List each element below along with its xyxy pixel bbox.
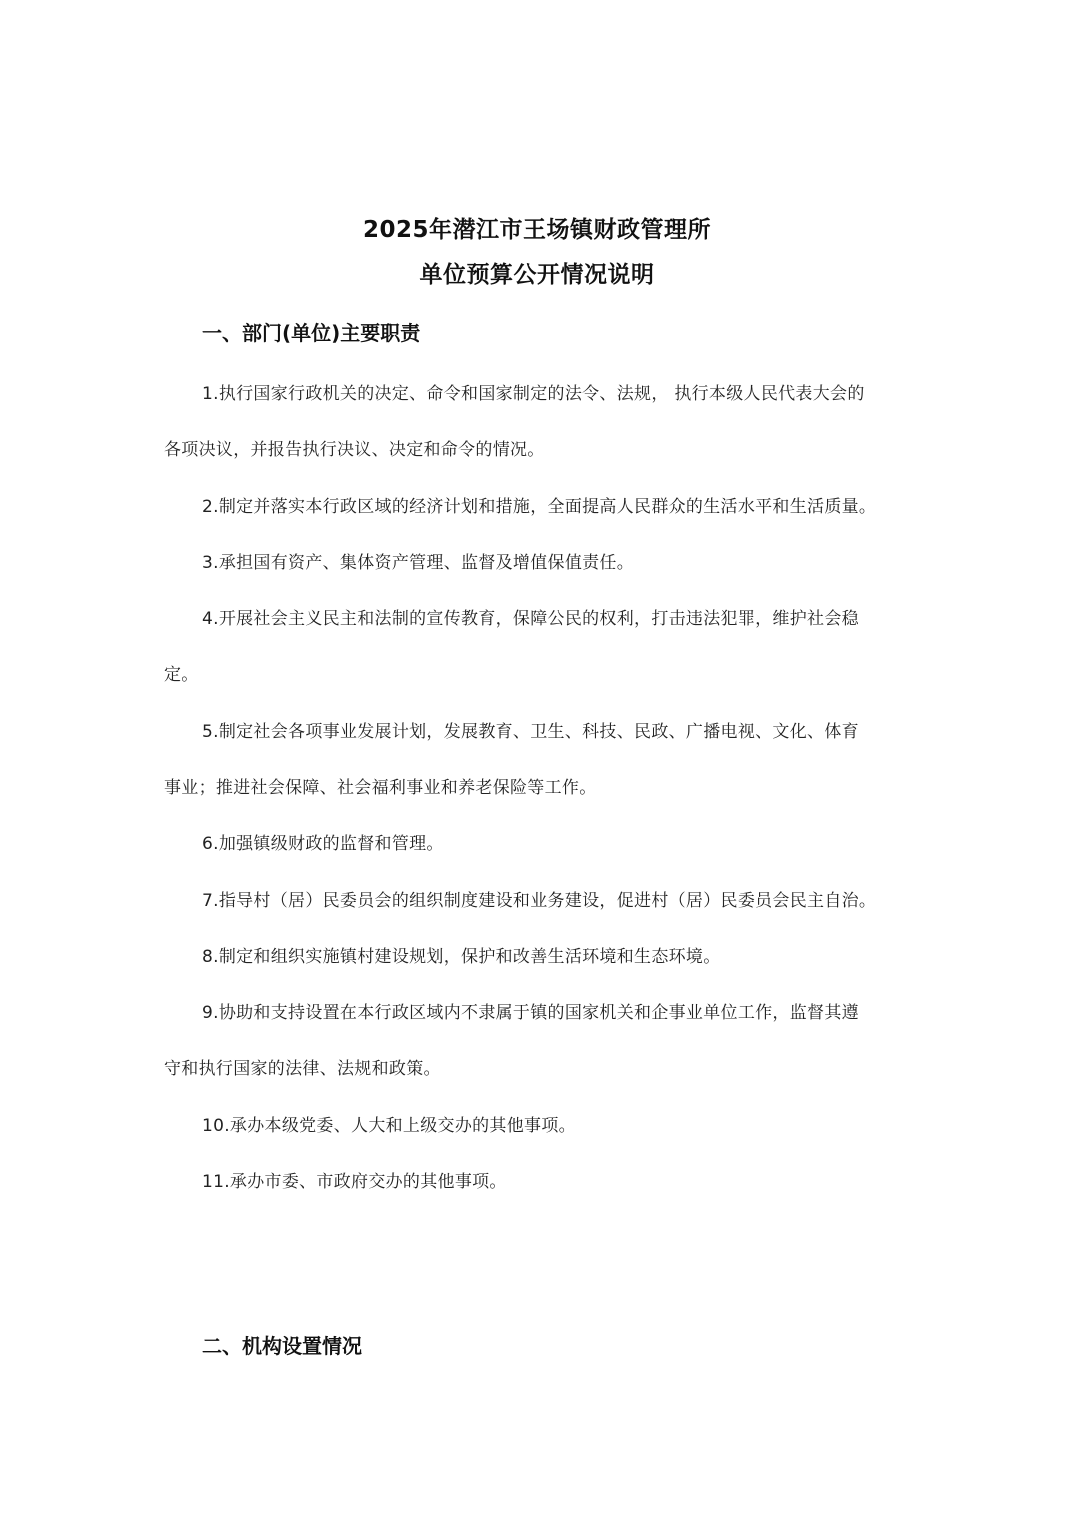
duty-9-line-2: 守和执行国家的法律、法规和政策。 xyxy=(164,1059,441,1079)
duty-6: 6.加强镇级财政的监督和管理。 xyxy=(202,834,444,854)
duty-1-line-2: 各项决议，并报告执行决议、决定和命令的情况。 xyxy=(164,440,545,460)
document-title-line-2: 单位预算公开情况说明 xyxy=(419,262,655,288)
section-1-heading: 一、部门(单位)主要职责 xyxy=(202,321,421,345)
duty-5-line-2: 事业；推进社会保障、社会福利事业和养老保险等工作。 xyxy=(164,778,597,798)
duty-10: 10.承办本级党委、人大和上级交办的其他事项。 xyxy=(202,1116,576,1136)
duty-4-line-2: 定。 xyxy=(164,665,199,685)
duty-2: 2.制定并落实本行政区域的经济计划和措施，全面提高人民群众的生活水平和生活质量。 xyxy=(202,497,877,517)
document-title-line-1: 2025年潜江市王场镇财政管理所 xyxy=(362,217,711,243)
duty-4-line-1: 4.开展社会主义民主和法制的宣传教育，保障公民的权利，打击违法犯罪，维护社会稳 xyxy=(202,609,859,629)
duty-8: 8.制定和组织实施镇村建设规划，保护和改善生活环境和生态环境。 xyxy=(202,947,721,967)
duty-9-line-1: 9.协助和支持设置在本行政区域内不隶属于镇的国家机关和企事业单位工作，监督其遵 xyxy=(202,1003,859,1023)
duty-11: 11.承办市委、市政府交办的其他事项。 xyxy=(202,1172,507,1192)
duty-5-line-1: 5.制定社会各项事业发展计划，发展教育、卫生、科技、民政、广播电视、文化、体育 xyxy=(202,722,859,742)
duty-7: 7.指导村（居）民委员会的组织制度建设和业务建设，促进村（居）民委员会民主自治。 xyxy=(202,891,877,911)
section-2-heading: 二、机构设置情况 xyxy=(202,1334,362,1358)
duty-3: 3.承担国有资产、集体资产管理、监督及增值保值责任。 xyxy=(202,553,635,573)
duty-1-line-1: 1.执行国家行政机关的决定、命令和国家制定的法令、法规， 执行本级人民代表大会的 xyxy=(202,384,865,404)
